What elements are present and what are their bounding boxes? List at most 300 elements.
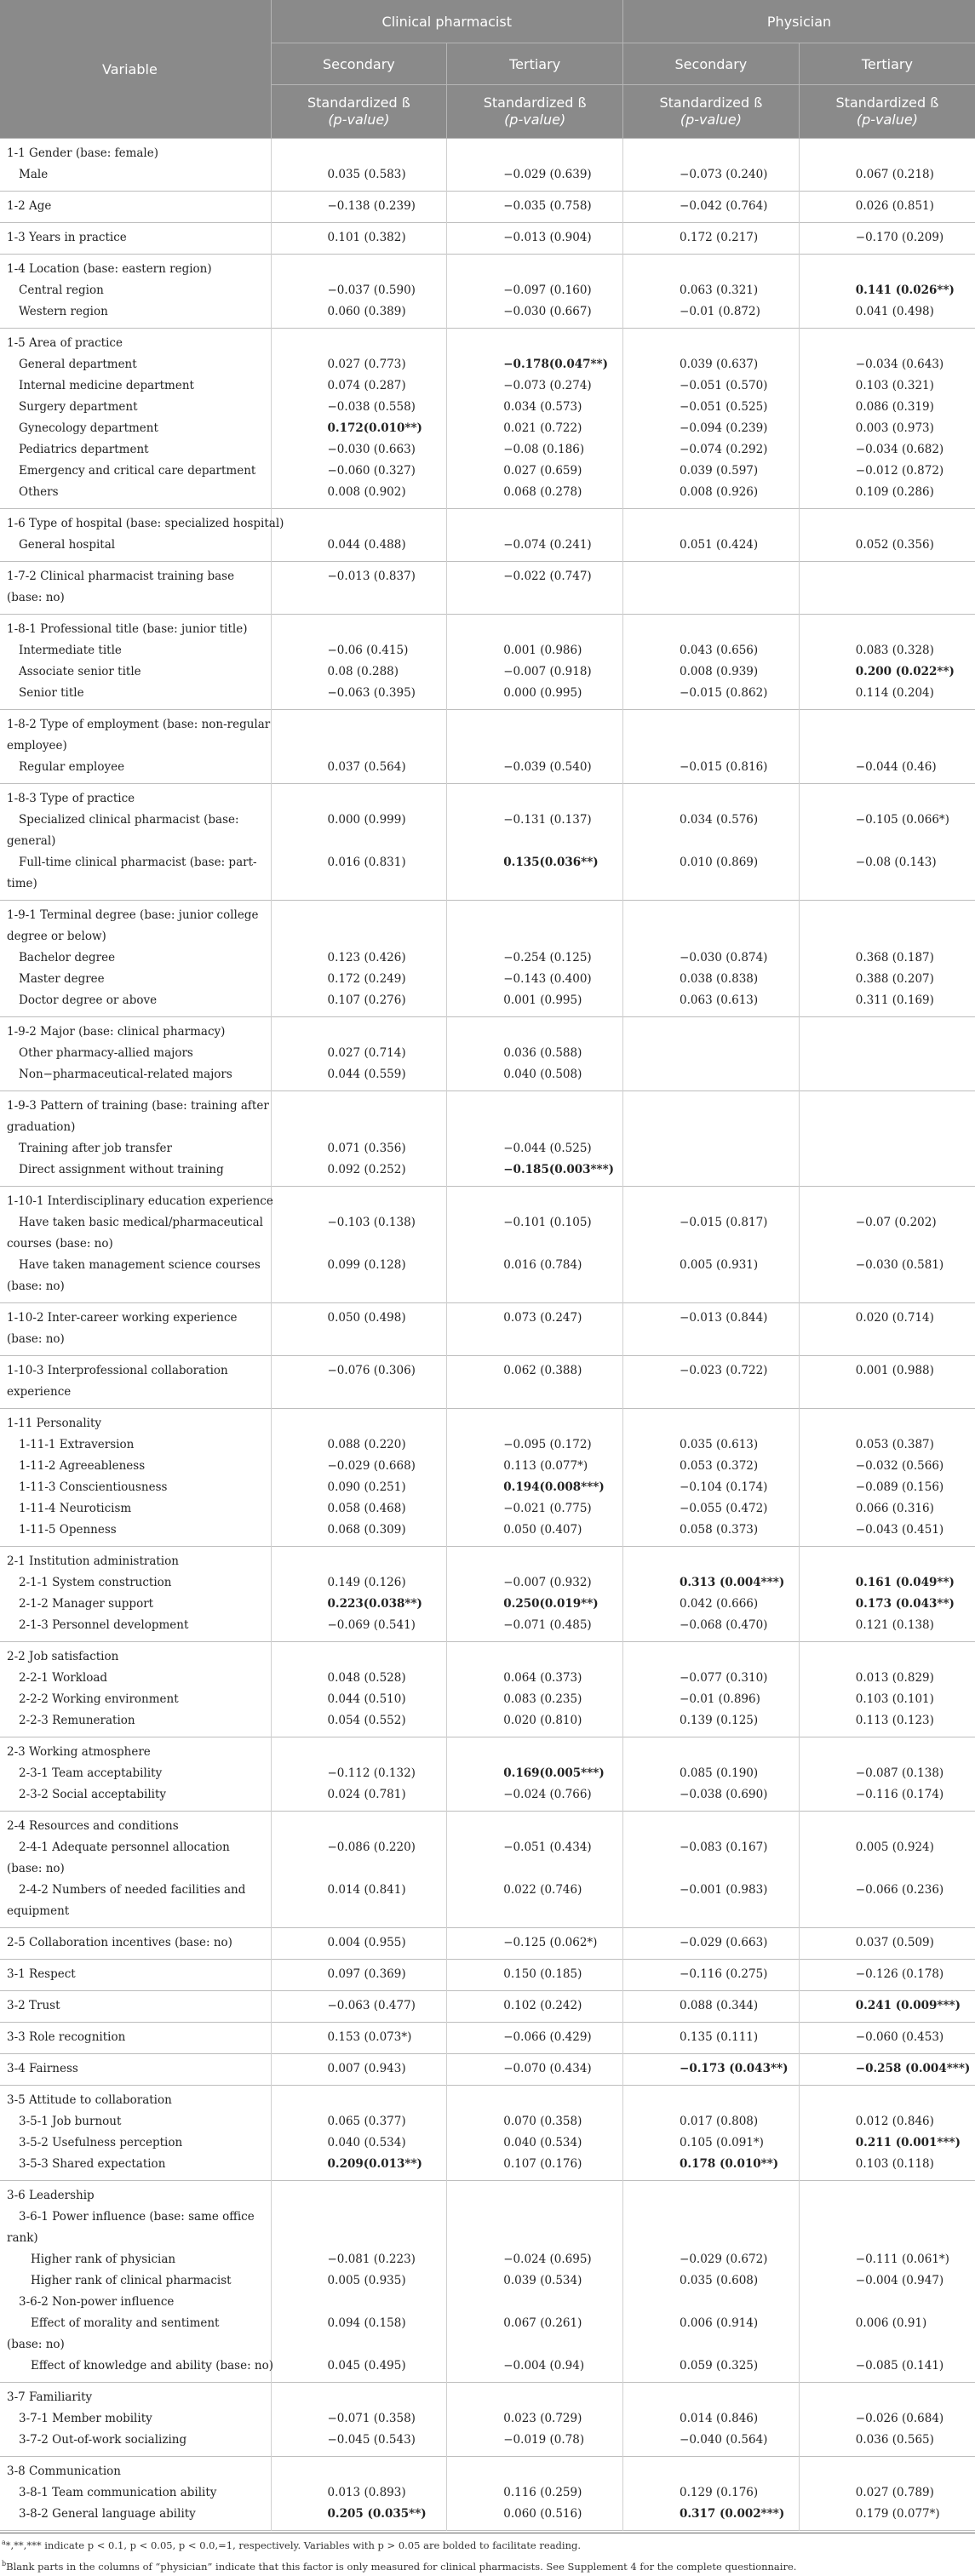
value-line	[628, 788, 794, 810]
value-line: −0.094 (0.239)	[680, 421, 768, 435]
value-line	[277, 2461, 442, 2482]
variable-line: 2-1-3 Personnel development	[19, 1618, 189, 1632]
value-line	[452, 1096, 617, 1117]
variable-cell	[0, 615, 271, 710]
variable-line: 1-2 Age	[7, 199, 52, 213]
value-line	[277, 2292, 442, 2313]
value-line	[452, 1117, 617, 1138]
value-cell	[623, 784, 800, 901]
variable-line: Specialized clinical pharmacist (base:	[19, 813, 239, 827]
value-cell	[799, 2054, 975, 2086]
variable-line: degree or below)	[7, 930, 106, 943]
variable-line: courses (base: no)	[7, 1237, 113, 1251]
value-cell	[447, 1928, 623, 1960]
value-line: 0.044 (0.559)	[327, 1068, 406, 1081]
variable-line: Non−pharmaceutical-related majors	[19, 1068, 232, 1081]
variable-cell	[0, 509, 284, 562]
value-line: 0.172 (0.217)	[680, 231, 759, 244]
value-cell	[799, 1187, 975, 1303]
value-line	[277, 2207, 442, 2228]
variable-line: Doctor degree or above	[19, 993, 158, 1007]
table-row	[0, 192, 975, 223]
value-cell	[447, 1991, 623, 2023]
value-line	[452, 1858, 617, 1880]
value-line: −0.004 (0.94)	[503, 2359, 585, 2373]
header-stat-label: Standardized ß	[483, 94, 587, 111]
variable-line: 2-3-1 Team acceptability	[19, 1766, 163, 1780]
value-cell	[799, 1091, 975, 1187]
variable-cell	[0, 223, 271, 255]
value-line: 0.058 (0.468)	[327, 1502, 406, 1515]
value-line	[805, 788, 970, 810]
value-cell	[623, 1737, 800, 1812]
value-cell	[271, 1187, 447, 1303]
value-cell	[271, 1737, 447, 1812]
footnote-b-mark: b	[2, 2559, 7, 2567]
variable-line: 3-7 Familiarity	[7, 2390, 93, 2404]
value-line: 0.113 (0.123)	[855, 1714, 934, 1727]
value-line: 0.059 (0.325)	[680, 2359, 759, 2373]
variable-line: 1-4 Location (base: eastern region)	[7, 262, 212, 276]
variable-cell	[0, 2023, 271, 2054]
value-line: −0.138 (0.239)	[327, 199, 416, 213]
variable-line: general)	[7, 834, 56, 848]
value-cell	[799, 509, 975, 562]
value-line	[628, 619, 794, 640]
variable-cell	[0, 192, 271, 223]
value-cell	[623, 615, 800, 710]
value-line	[452, 2185, 617, 2207]
variable-line: Internal medicine department	[19, 379, 194, 392]
variable-cell	[0, 1187, 271, 1303]
value-line	[277, 1901, 442, 1922]
variable-line: Bachelor degree	[19, 951, 116, 965]
header-stat	[271, 85, 447, 139]
value-line: 0.070 (0.358)	[503, 2115, 582, 2128]
value-line: 0.114 (0.204)	[855, 686, 934, 700]
value-cell	[623, 1017, 800, 1091]
value-line: 0.311 (0.169)	[855, 993, 934, 1007]
value-line	[277, 1646, 442, 1668]
value-line: 0.135(0.036**)	[503, 856, 599, 869]
value-line	[628, 1551, 794, 1572]
value-cell	[799, 1991, 975, 2023]
variable-line: 3-7-2 Out-of-work socializing	[19, 2433, 187, 2447]
variable-line: 1-6 Type of hospital (base: specialized hospital)	[7, 517, 284, 530]
value-cell	[271, 1960, 447, 1991]
value-cell	[623, 2023, 800, 2054]
table-row	[0, 1642, 975, 1737]
value-cell	[623, 1303, 800, 1356]
value-cell	[799, 1928, 975, 1960]
table-row	[0, 223, 975, 255]
variable-line: rank)	[7, 2231, 38, 2245]
value-line: 0.161 (0.049**)	[855, 1576, 955, 1589]
value-line	[452, 513, 617, 535]
value-line: −0.022 (0.747)	[503, 570, 592, 583]
value-cell	[271, 784, 447, 901]
value-cell	[623, 2086, 800, 2181]
value-line: 0.008 (0.926)	[680, 485, 759, 499]
variable-line: 1-10-3 Interprofessional collaboration	[7, 1364, 228, 1377]
variable-line: Have taken management science courses	[19, 1258, 261, 1272]
value-line: −0.07 (0.202)	[855, 1216, 937, 1229]
value-line	[628, 1901, 794, 1922]
value-line: 0.211 (0.001***)	[855, 2136, 961, 2150]
header-pvalue-label: (p-value)	[328, 112, 390, 128]
value-line	[452, 1329, 617, 1350]
value-line: −0.125 (0.062*)	[503, 1936, 598, 1949]
value-cell	[447, 2086, 623, 2181]
value-line	[277, 714, 442, 736]
value-line: 0.000 (0.995)	[503, 686, 582, 700]
value-line: 0.006 (0.91)	[855, 2316, 927, 2330]
value-line	[277, 736, 442, 757]
value-line: −0.095 (0.172)	[503, 1438, 592, 1451]
variable-line: 2-2-2 Working environment	[19, 1692, 179, 1706]
variable-line: 2-4-2 Numbers of needed facilities and	[19, 1883, 246, 1897]
value-cell	[447, 255, 623, 329]
variable-line: Others	[19, 485, 59, 499]
value-line: 0.037 (0.509)	[855, 1936, 934, 1949]
value-line	[628, 926, 794, 947]
value-cell	[447, 223, 623, 255]
value-cell	[799, 784, 975, 901]
variable-cell	[0, 1409, 271, 1547]
value-line: −0.070 (0.434)	[503, 2062, 592, 2075]
variable-line: 2-2-3 Remuneration	[19, 1714, 135, 1727]
value-cell	[447, 784, 623, 901]
table-row	[0, 1960, 975, 1991]
value-line	[805, 736, 970, 757]
value-line: 0.153 (0.073*)	[327, 2030, 412, 2044]
variable-line: 1-8-3 Type of practice	[7, 792, 135, 805]
value-line	[452, 1022, 617, 1043]
variable-line: 2-1-2 Manager support	[19, 1597, 154, 1611]
variable-line: graduation)	[7, 1120, 76, 1134]
value-line: 0.064 (0.373)	[503, 1671, 582, 1685]
variable-line: 1-10-1 Interdisciplinary education experience	[7, 1194, 273, 1208]
table-row	[0, 784, 975, 901]
value-line	[805, 1901, 970, 1922]
value-cell	[271, 901, 447, 1017]
value-line: −0.029 (0.639)	[503, 168, 592, 181]
value-line	[805, 926, 970, 947]
value-line: 0.113 (0.077*)	[503, 1459, 588, 1473]
value-line: −0.038 (0.558)	[327, 400, 416, 414]
value-cell	[271, 2181, 447, 2383]
variable-line: 2-1-1 System construction	[19, 1576, 172, 1589]
value-line: −0.073 (0.274)	[503, 379, 592, 392]
value-cell	[623, 1928, 800, 1960]
value-line: 0.051 (0.424)	[680, 538, 759, 552]
variable-line: Other pharmacy-allied majors	[19, 1046, 193, 1060]
value-cell	[623, 1091, 800, 1187]
value-line: 0.101 (0.382)	[327, 231, 406, 244]
value-line	[277, 905, 442, 926]
value-line	[452, 1382, 617, 1403]
value-line	[452, 1551, 617, 1572]
variable-cell	[0, 2457, 271, 2531]
value-line: 0.013 (0.893)	[327, 2486, 406, 2499]
value-line: 0.039 (0.534)	[503, 2274, 582, 2287]
value-line: 0.013 (0.829)	[855, 1671, 934, 1685]
header-stat	[447, 85, 623, 139]
value-line: 0.063 (0.321)	[680, 283, 759, 297]
value-line	[452, 736, 617, 757]
variable-line: 3-8-2 General language ability	[19, 2507, 196, 2521]
value-line: 0.062 (0.388)	[503, 1364, 582, 1377]
header-stat-label: Standardized ß	[835, 94, 939, 111]
value-line	[805, 1551, 970, 1572]
variable-line: 2-2-1 Workload	[19, 1671, 108, 1685]
value-line	[805, 259, 970, 280]
value-cell	[623, 329, 800, 509]
value-line: 0.024 (0.781)	[327, 1788, 406, 1801]
variable-line: 3-7-1 Member mobility	[19, 2412, 152, 2425]
variable-line: Western region	[19, 305, 108, 318]
table-row	[0, 255, 975, 329]
value-line: −0.043 (0.451)	[855, 1523, 944, 1537]
value-line	[277, 587, 442, 609]
value-line	[628, 1191, 794, 1212]
table-row	[0, 2054, 975, 2086]
value-line	[805, 2090, 970, 2111]
variable-line: 3-6-2 Non-power influence	[19, 2295, 175, 2309]
value-cell	[799, 1547, 975, 1642]
value-cell	[271, 1017, 447, 1091]
value-line	[277, 2387, 442, 2408]
value-line: 0.123 (0.426)	[327, 951, 406, 965]
value-cell	[447, 1017, 623, 1091]
value-line: 0.088 (0.220)	[327, 1438, 406, 1451]
variable-cell	[0, 901, 271, 1017]
value-line: 0.209(0.013**)	[327, 2157, 422, 2171]
value-line: 0.036 (0.588)	[503, 1046, 582, 1060]
value-cell	[271, 1091, 447, 1187]
value-line: −0.013 (0.904)	[503, 231, 592, 244]
value-cell	[799, 1737, 975, 1812]
value-line: −0.085 (0.141)	[855, 2359, 944, 2373]
value-cell	[447, 2054, 623, 2086]
value-line: −0.103 (0.138)	[327, 1216, 416, 1229]
value-line	[628, 1816, 794, 1837]
value-line	[805, 619, 970, 640]
value-line: −0.026 (0.684)	[855, 2412, 944, 2425]
table-body	[0, 139, 975, 2531]
value-line	[628, 259, 794, 280]
value-line	[628, 873, 794, 895]
value-line: 0.035 (0.583)	[327, 168, 406, 181]
value-line: −0.01 (0.872)	[680, 305, 760, 318]
value-line: −0.116 (0.174)	[855, 1788, 944, 1801]
table-row	[0, 1091, 975, 1187]
variable-line: Regular employee	[19, 760, 125, 774]
variable-line: 3-6 Leadership	[7, 2189, 95, 2202]
value-line: −0.170 (0.209)	[855, 231, 944, 244]
value-line: 0.034 (0.573)	[503, 400, 582, 414]
variable-line: 2-3 Working atmosphere	[7, 1745, 151, 1759]
table-row	[0, 1928, 975, 1960]
value-line: 0.067 (0.261)	[503, 2316, 582, 2330]
value-line	[277, 1191, 442, 1212]
value-line: −0.06 (0.415)	[327, 644, 409, 657]
value-cell	[623, 1642, 800, 1737]
value-line: 0.041 (0.498)	[855, 305, 934, 318]
value-line	[452, 619, 617, 640]
variable-line: 1-11 Personality	[7, 1417, 102, 1430]
value-line: 0.050 (0.498)	[327, 1311, 406, 1325]
value-line: 0.004 (0.955)	[327, 1936, 406, 1949]
value-line	[277, 2185, 442, 2207]
value-line: −0.076 (0.306)	[327, 1364, 416, 1377]
variable-line: 3-4 Fairness	[7, 2062, 78, 2075]
value-line: 0.001 (0.986)	[503, 644, 582, 657]
header-stat	[623, 85, 800, 139]
variable-line: 3-2 Trust	[7, 1999, 60, 2012]
value-line	[628, 2228, 794, 2249]
value-line	[277, 1551, 442, 1572]
value-line: 0.149 (0.126)	[327, 1576, 406, 1589]
variable-cell	[0, 2054, 271, 2086]
value-cell	[799, 1960, 975, 1991]
value-line	[628, 2185, 794, 2207]
value-line	[277, 1117, 442, 1138]
value-cell	[447, 1091, 623, 1187]
value-line: 0.036 (0.565)	[855, 2433, 934, 2447]
variable-cell	[0, 1303, 271, 1356]
value-cell	[447, 2457, 623, 2531]
value-line: 0.058 (0.373)	[680, 1523, 759, 1537]
value-line: −0.013 (0.837)	[327, 570, 416, 583]
table-row	[0, 1547, 975, 1642]
value-line: 0.040 (0.534)	[503, 2136, 582, 2150]
table-row	[0, 1187, 975, 1303]
variable-cell	[0, 1928, 271, 1960]
value-cell	[447, 1409, 623, 1547]
variable-line: 1-11-3 Conscientiousness	[19, 1480, 168, 1494]
value-cell	[447, 192, 623, 223]
value-line: −0.024 (0.695)	[503, 2253, 592, 2266]
value-cell	[271, 509, 447, 562]
value-line: 0.027 (0.714)	[327, 1046, 406, 1060]
value-cell	[447, 1812, 623, 1928]
value-line	[452, 1191, 617, 1212]
value-line: 0.066 (0.316)	[855, 1502, 934, 1515]
variable-line: Have taken basic medical/pharmaceutical	[19, 1216, 263, 1229]
variable-cell	[0, 562, 271, 615]
value-line	[628, 1742, 794, 1763]
value-cell	[799, 1017, 975, 1091]
table-row	[0, 1737, 975, 1812]
variable-line: 2-1 Institution administration	[7, 1554, 179, 1568]
value-line: −0.081 (0.223)	[327, 2253, 416, 2266]
value-line: −0.104 (0.174)	[680, 1480, 768, 1494]
value-line: 0.178 (0.010**)	[680, 2157, 779, 2171]
value-line	[805, 1413, 970, 1434]
value-cell	[271, 1303, 447, 1356]
table-row	[0, 2086, 975, 2181]
value-line: −0.068 (0.470)	[680, 1618, 768, 1632]
variable-line: experience	[7, 1385, 72, 1399]
value-line: −0.051 (0.570)	[680, 379, 768, 392]
value-line: −0.083 (0.167)	[680, 1840, 768, 1854]
value-line	[805, 1816, 970, 1837]
variable-line: 3-5-2 Usefulness perception	[19, 2136, 183, 2150]
value-line	[805, 2292, 970, 2313]
value-line: 0.139 (0.125)	[680, 1714, 759, 1727]
value-line: 0.017 (0.808)	[680, 2115, 759, 2128]
variable-line: Surgery department	[19, 400, 138, 414]
table-row	[0, 2023, 975, 2054]
variable-cell	[0, 2383, 271, 2457]
value-line: 0.001 (0.995)	[503, 993, 582, 1007]
value-cell	[623, 1991, 800, 2023]
value-line	[452, 1742, 617, 1763]
value-cell	[447, 562, 623, 615]
variable-line: Emergency and critical care department	[19, 464, 256, 478]
value-line: −0.087 (0.138)	[855, 1766, 944, 1780]
variable-line: 1-9-1 Terminal degree (base: junior college	[7, 908, 259, 922]
value-line: −0.185(0.003***)	[503, 1163, 615, 1176]
value-line: 0.065 (0.377)	[327, 2115, 406, 2128]
variable-cell	[0, 1991, 271, 2023]
value-line: 0.020 (0.714)	[855, 1311, 934, 1325]
value-cell	[623, 139, 800, 192]
value-line: −0.173 (0.043**)	[680, 2062, 789, 2075]
value-line: 0.107 (0.176)	[503, 2157, 582, 2171]
value-line: −0.01 (0.896)	[680, 1692, 760, 1706]
value-line	[277, 513, 442, 535]
value-cell	[623, 2457, 800, 2531]
variable-line: 3-6-1 Power influence (base: same office	[19, 2210, 255, 2224]
value-line	[452, 143, 617, 164]
header-group-physician: Physician	[623, 0, 975, 43]
value-line	[805, 2387, 970, 2408]
value-cell	[799, 2383, 975, 2457]
value-cell	[447, 1960, 623, 1991]
value-line	[805, 873, 970, 895]
value-line: 0.200 (0.022**)	[855, 665, 955, 678]
value-cell	[447, 1187, 623, 1303]
value-line	[628, 2207, 794, 2228]
value-line	[805, 714, 970, 736]
value-cell	[623, 562, 800, 615]
variable-line: Effect of knowledge and ability (base: no)	[31, 2359, 274, 2373]
value-line: 0.129 (0.176)	[680, 2486, 759, 2499]
value-line: 0.083 (0.235)	[503, 1692, 582, 1706]
table-header	[0, 0, 975, 139]
value-line: −0.013 (0.844)	[680, 1311, 768, 1325]
value-line: −0.111 (0.061*)	[855, 2253, 949, 2266]
table-row	[0, 1812, 975, 1928]
value-line: −0.001 (0.983)	[680, 1883, 768, 1897]
variable-line: 1-11-4 Neuroticism	[19, 1502, 132, 1515]
value-line: 0.388 (0.207)	[855, 972, 934, 986]
variable-line: 3-8-1 Team communication ability	[19, 2486, 217, 2499]
value-line	[452, 1646, 617, 1668]
variable-line: 3-8 Communication	[7, 2464, 121, 2478]
value-cell	[271, 2383, 447, 2457]
value-line: 0.005 (0.924)	[855, 1840, 934, 1854]
value-line: −0.178(0.047**)	[503, 358, 609, 371]
value-line: 0.109 (0.286)	[855, 485, 934, 499]
value-line: 0.097 (0.369)	[327, 1967, 406, 1981]
header-pvalue-label: (p-value)	[504, 112, 566, 128]
variable-cell	[0, 2086, 271, 2181]
variable-cell	[0, 1737, 271, 1812]
value-line: 0.038 (0.838)	[680, 972, 759, 986]
